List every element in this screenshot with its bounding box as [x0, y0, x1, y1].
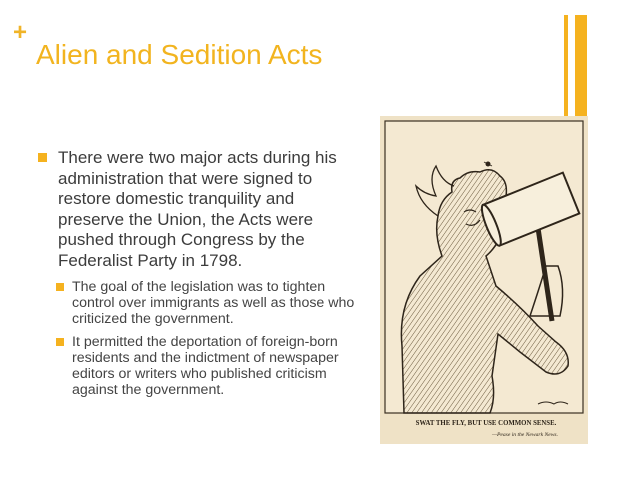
political-cartoon-image: [380, 116, 588, 444]
bullet-list: [38, 148, 358, 398]
bullet-text: There were two major acts during his administration that were signed to restore domestic tranquility and preserve the Union, the Acts were pushed through Congress by the Federalist Party in 1798.: [58, 148, 337, 270]
bullet-level2: [38, 334, 358, 399]
bullet-level2: [38, 279, 358, 328]
cartoon-credit: —Pease in the Newark News.: [491, 432, 558, 438]
bullet-square-icon: [56, 283, 64, 291]
cartoon-caption: SWAT THE FLY, BUT USE COMMON SENSE.: [415, 420, 557, 427]
bullet-level1: [38, 148, 358, 271]
bullet-square-icon: [38, 153, 47, 162]
plus-icon: +: [13, 19, 28, 46]
bullet-square-icon: [56, 338, 64, 346]
sub-bullet-text: It permitted the deportation of foreign-born residents and the indictment of newspaper editors or writers who published criticism against the government.: [72, 333, 339, 399]
slide-title: Alien and Sedition Acts: [36, 39, 323, 70]
sub-bullet-text: The goal of the legislation was to tighten control over immigrants as well as those who criticized the government.: [72, 279, 355, 328]
accent-bar-thin: [564, 15, 568, 117]
accent-bar-thick: [575, 15, 587, 117]
